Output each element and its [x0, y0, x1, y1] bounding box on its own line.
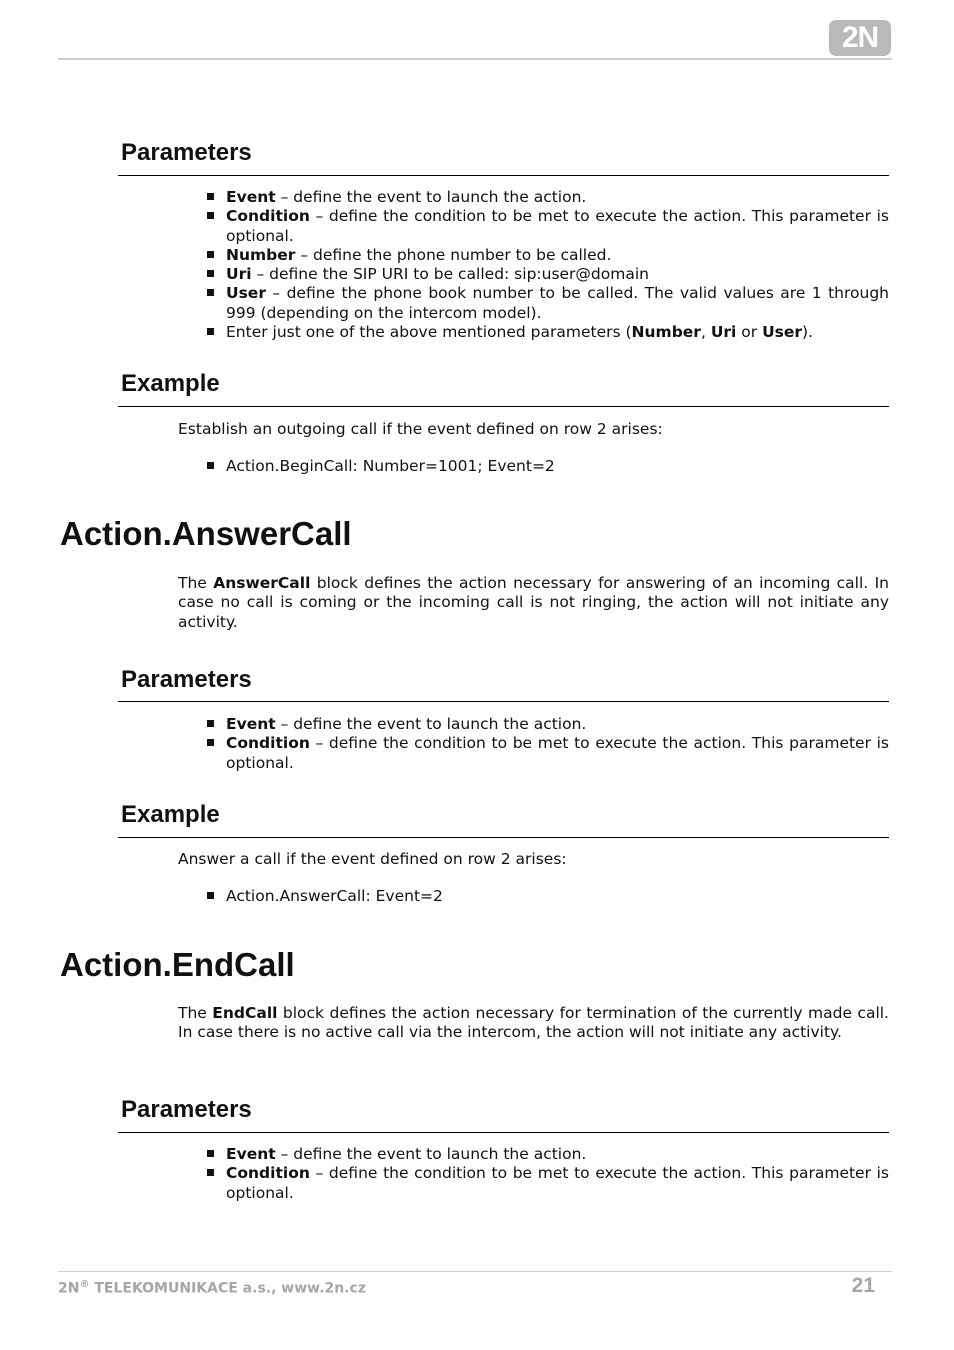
param-term: Condition	[226, 734, 310, 753]
block-name: AnswerCall	[213, 574, 311, 592]
param-term: User	[226, 284, 266, 303]
bullet-icon	[207, 892, 214, 899]
section-title: Action.AnswerCall	[60, 515, 352, 552]
bullet-icon	[207, 1150, 214, 1157]
list-item	[206, 246, 889, 265]
brand-logo: 2N	[829, 20, 891, 56]
list-item	[206, 1164, 889, 1203]
param-description: – define the condition to be met to execute the action. This parameter is optional.	[226, 734, 889, 772]
example-list	[206, 457, 889, 476]
list-item	[206, 734, 889, 773]
bullet-icon	[207, 193, 214, 200]
param-description: – define the event to launch the action.	[275, 1145, 587, 1163]
example-list	[206, 887, 889, 906]
parameters-heading: Parameters	[121, 139, 252, 166]
param-term: Event	[226, 1145, 276, 1163]
page-number: 21	[851, 1274, 875, 1297]
param-description: – define the condition to be met to execute the action. This parameter is optional.	[226, 1164, 889, 1202]
note-text: ).	[802, 323, 814, 342]
param-description: – define the condition to be met to execute the action. This parameter is optional.	[226, 207, 889, 245]
bullet-icon	[207, 462, 214, 469]
note-bold: User	[762, 323, 803, 342]
section-title: Action.EndCall	[60, 946, 295, 983]
list-item	[206, 887, 889, 906]
param-description: – define the phone number to be called.	[295, 245, 612, 264]
example-code: Action.BeginCall: Number=1001; Event=2	[226, 457, 555, 475]
footer-company: 2N® TELEKOMUNIKACE a.s., www.2n.cz	[58, 1279, 366, 1297]
list-item	[206, 284, 889, 323]
section-intro: The AnswerCall block defines the action necessary for answering of an incoming call. In case no call is coming or the incoming call is not ringing, the action will not initiate any activity.	[178, 574, 889, 631]
list-item	[206, 457, 889, 476]
bullet-icon	[207, 251, 214, 258]
list-item	[206, 265, 889, 284]
list-item	[206, 323, 889, 342]
heading-rule	[118, 1132, 889, 1133]
param-description: – define the event to launch the action.	[275, 188, 587, 206]
block-name: EndCall	[212, 1004, 278, 1022]
section-intro: The EndCall block defines the action necessary for termination of the currently made call. In case there is no active call via the intercom, the action will not initiate any activity.	[178, 1004, 889, 1042]
example-heading: Example	[121, 801, 220, 828]
heading-rule	[118, 701, 889, 702]
note-text: or	[736, 323, 763, 342]
bullet-icon	[207, 270, 214, 277]
bullet-icon	[207, 739, 214, 746]
bullet-icon	[207, 328, 214, 335]
param-term: Event	[226, 715, 276, 733]
example-intro: Answer a call if the event defined on row 2 arises:	[178, 850, 567, 868]
example-heading: Example	[121, 370, 220, 397]
param-term: Uri	[226, 265, 252, 284]
footer-divider	[58, 1271, 892, 1272]
list-item	[206, 1145, 889, 1164]
param-term: Event	[226, 188, 276, 206]
note-text: Enter just one of the above mentioned parameters (	[226, 323, 632, 342]
heading-rule	[118, 837, 889, 838]
example-intro: Establish an outgoing call if the event defined on row 2 arises:	[178, 420, 663, 438]
list-item	[206, 207, 889, 246]
list-item	[206, 188, 889, 207]
heading-rule	[118, 406, 889, 407]
param-term: Number	[226, 245, 296, 264]
parameters-heading: Parameters	[121, 666, 252, 693]
param-description: – define the SIP URI to be called: sip:user@domain	[251, 265, 649, 284]
note-bold: Number	[631, 323, 701, 342]
header-divider	[58, 58, 892, 60]
parameters-list	[206, 715, 889, 773]
heading-rule	[118, 175, 889, 176]
note-text: ,	[700, 323, 711, 342]
parameters-list	[206, 188, 889, 342]
param-description: – define the phone book number to be called. The valid values are 1 through 999 (depending on the intercom model).	[226, 284, 889, 322]
bullet-icon	[207, 720, 214, 727]
bullet-icon	[207, 289, 214, 296]
param-description: – define the event to launch the action.	[275, 715, 587, 733]
bullet-icon	[207, 1169, 214, 1176]
param-term: Condition	[226, 207, 310, 226]
example-code: Action.AnswerCall: Event=2	[226, 887, 443, 905]
note-bold: Uri	[710, 323, 737, 342]
list-item	[206, 715, 889, 734]
parameters-heading: Parameters	[121, 1096, 252, 1123]
parameters-list	[206, 1145, 889, 1203]
param-term: Condition	[226, 1164, 310, 1183]
bullet-icon	[207, 212, 214, 219]
